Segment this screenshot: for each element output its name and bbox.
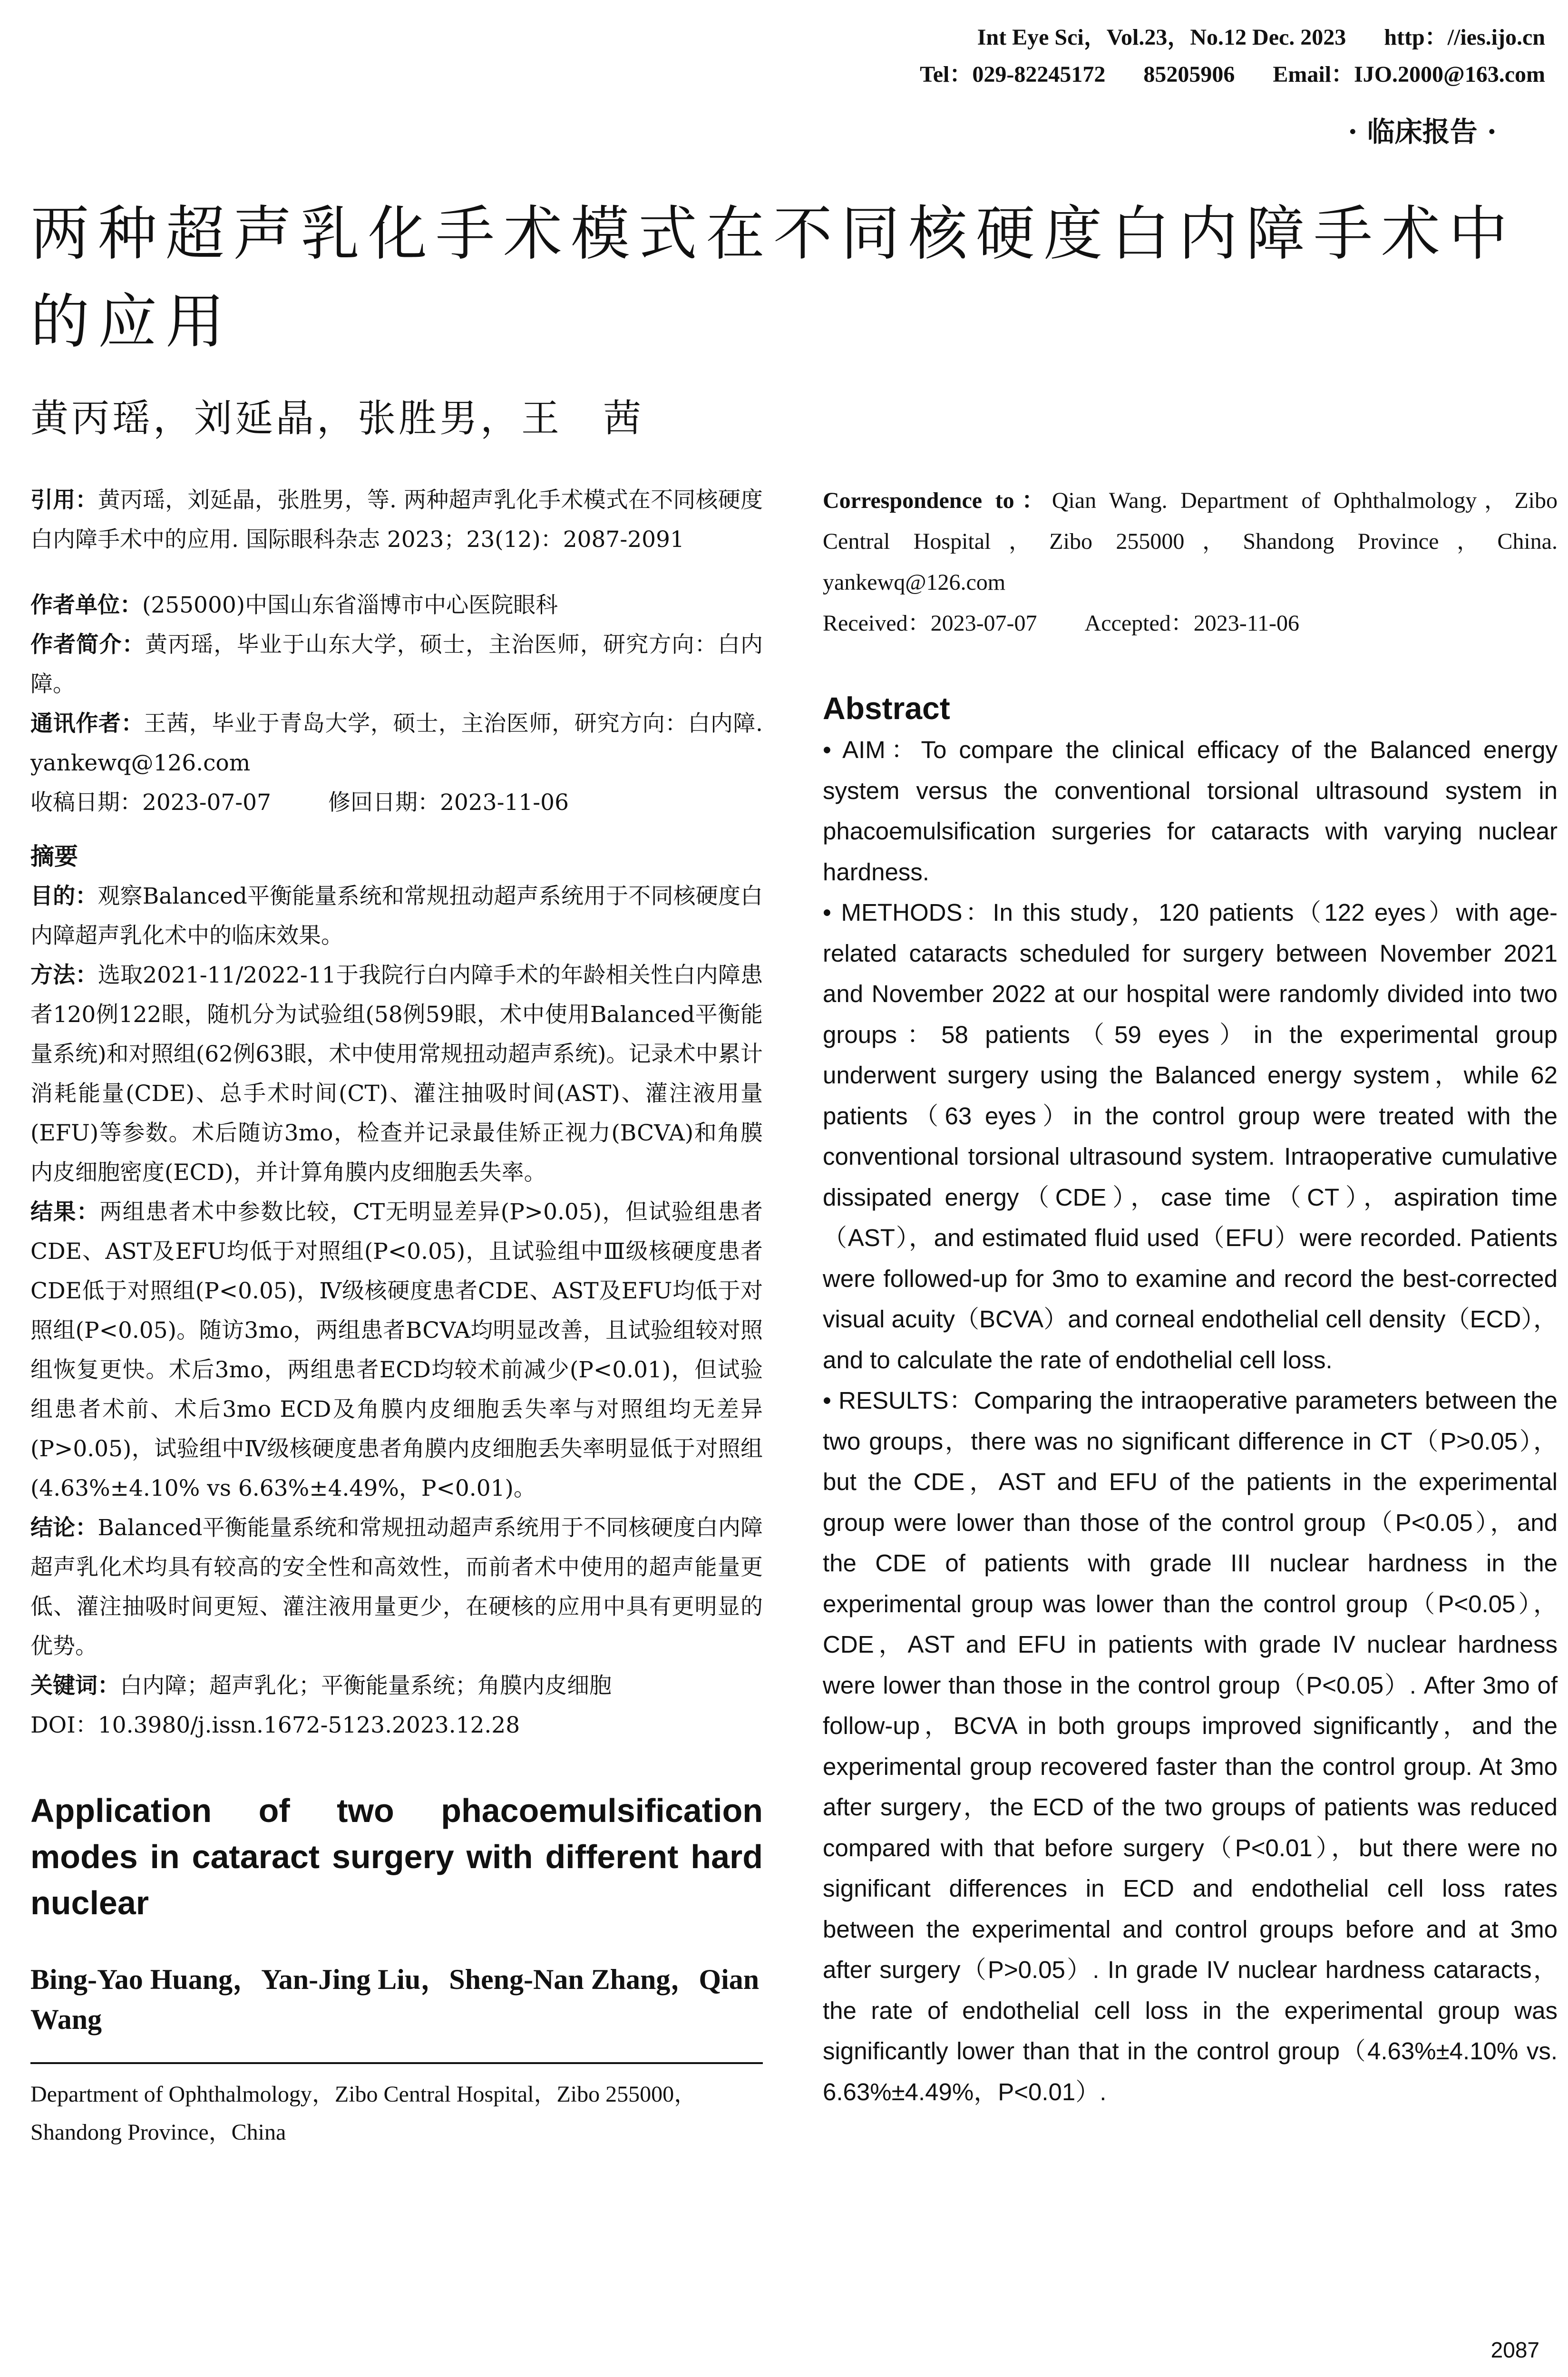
received-date-cn: 2023-07-07 <box>142 789 271 816</box>
revised-date-cn: 2023-11-06 <box>439 789 569 816</box>
author-unit-label: 作者单位： <box>30 592 142 618</box>
right-column <box>823 480 1558 2112</box>
abstract-methods-cn <box>30 955 763 1192</box>
abstract-results-cn <box>30 1192 763 1508</box>
citation-label: 引用： <box>30 487 98 513</box>
journal-header <box>803 19 1545 93</box>
author-unit <box>30 585 763 625</box>
abstract-heading-cn: 摘要 <box>30 843 78 870</box>
methods-label-cn: 方法： <box>30 962 98 988</box>
keywords-cn <box>30 1666 763 1705</box>
dates-cn <box>30 783 763 822</box>
keywords-text-cn: 白内障；超声乳化；平衡能量系统；角膜内皮细胞 <box>120 1673 612 1699</box>
results-label-cn: 结果： <box>30 1199 100 1225</box>
citation-text: 黄丙瑶，刘延晶，张胜男，等. 两种超声乳化手术模式在不同核硬度白内障手术中的应用. 国际眼科杂志 2023；23(12)：2087-2091 <box>30 487 763 553</box>
correspondence-en <box>823 480 1558 603</box>
aim-text-cn: 观察Balanced平衡能量系统和常规扭动超声系统用于不同核硬度白内障超声乳化术中的临床效果。 <box>30 883 763 949</box>
journal-citation: Int Eye Sci，Vol.23，No.12 Dec. 2023 <box>977 25 1346 50</box>
corresponding-author <box>30 704 763 783</box>
authors-cn: 黄丙瑶，刘延晶，张胜男，王 茜 <box>30 396 644 440</box>
divider-rule <box>30 2062 763 2064</box>
left-column <box>30 480 763 2152</box>
received-label-cn: 收稿日期： <box>30 789 142 816</box>
corresponding-author-text: 王茜，毕业于青岛大学，硕士，主治医师，研究方向：白内障. yankewq@126.com <box>30 711 763 776</box>
journal-email[interactable]: Email：IJO.2000@163.com <box>1273 62 1545 87</box>
accepted-en: Accepted：2023-11-06 <box>1084 611 1299 636</box>
abstract-conclusion-cn <box>30 1508 763 1666</box>
journal-fax: 85205906 <box>1143 62 1235 87</box>
methods-text-cn: 选取2021-11/2022-11于我院行白内障手术的年龄相关性白内障患者120例122眼，随机分为试验组(58例59眼，术中使用Balanced平衡能量系统)和对照组(62例63眼，术中使用常规扭动超声系统)。记录术中累计消耗能量(CDE)、总手术时间(CT)、灌注抽吸时间(AST)、灌注液用量(EFU)等参数。术后随访3mo，检查并记录最佳矫正视力(BCVA)和角膜内皮细胞密度(ECD)，并计算角膜内皮细胞丢失率。 <box>30 962 763 1186</box>
aim-label-cn: 目的： <box>30 883 98 909</box>
abstract-results-en: • RESULTS：Comparing the intraoperative parameters between the two groups，there was no significant difference in CT（P>0.05），but the CDE，AST and EFU of the patients in the experimental group were lower than those of the control group（P<0.05），and the CDE of patients with grade III nuclear hardness in the experimental group was lower than the control group（P<0.05），CDE，AST and EFU in patients with grade IV nuclear hardness were lower than those in the control group（P<0.05）. After 3mo of follow-up，BCVA in both groups improved significantly，and the experimental group recovered faster than the control group. At 3mo after surgery，the ECD of the two groups of patients was reduced compared with that before surgery（P<0.01），but there were no significant differences in ECD and endothelial cell loss rates between the experimental and control groups before and at 3mo after surgery（P>0.05）. In grade IV nuclear hardness cataracts，the rate of endothelial cell loss in the experimental group was significantly lower than that in the control group（4.63%±4.10% vs. 6.63%±4.49%，P<0.01）. <box>823 1387 1558 2105</box>
doi[interactable]: DOI：10.3980/j.issn.1672-5123.2023.12.28 <box>30 1712 520 1738</box>
journal-url[interactable]: http：//ies.ijo.cn <box>1384 25 1545 50</box>
author-unit-text: (255000)中国山东省淄博市中心医院眼科 <box>142 592 558 618</box>
department-en: Department of Ophthalmology，Zibo Central Hospital，Zibo 255000，Shandong Province，China <box>30 2082 697 2145</box>
abstract-aim-cn <box>30 877 763 955</box>
authors-en: Bing-Yao Huang，Yan-Jing Liu，Sheng-Nan Zhang，Qian Wang <box>30 1964 760 2035</box>
results-text-cn: 两组患者术中参数比较，CT无明显差异(P>0.05)，但试验组患者CDE、AST及EFU均低于对照组(P<0.05)，且试验组中Ⅲ级核硬度患者CDE低于对照组(P<0.05)，Ⅳ级核硬度患者CDE、AST及EFU均低于对照组(P<0.05)。随访3mo，两组患者BCVA均明显改善，且试验组较对照组恢复更快。术后3mo，两组患者ECD均较术前减少(P<0.01)，但试验组患者术前、术后3mo ECD及角膜内皮细胞丢失率与对照组均无差异(P>0.05)，试验组中Ⅳ级核硬度患者角膜内皮细胞丢失率明显低于对照组(4.63%±4.10% vs 6.63%±4.49%，P<0.01)。 <box>30 1199 763 1501</box>
page-number: 2087 <box>1490 2338 1539 2362</box>
citation-block <box>30 480 763 559</box>
author-intro-label: 作者简介： <box>30 632 145 658</box>
section-label: · 临床报告 · <box>1348 116 1497 148</box>
conclusion-text-cn: Balanced平衡能量系统和常规扭动超声系统用于不同核硬度白内障超声乳化术均具有较高的安全性和高效性，而前者术中使用的超声能量更低、灌注抽吸时间更短、灌注液用量更少，在硬核的应用中具有更明显的优势。 <box>30 1515 763 1659</box>
revised-label-cn: 修回日期： <box>328 789 440 816</box>
author-intro-text: 黄丙瑶，毕业于山东大学，硕士，主治医师，研究方向：白内障。 <box>30 632 763 697</box>
author-intro <box>30 625 763 704</box>
abstract-heading-en: Abstract <box>823 691 950 726</box>
article-title-cn: 两种超声乳化手术模式在不同核硬度白内障手术中的应用 <box>30 200 1517 356</box>
keywords-label-cn: 关键词： <box>30 1673 120 1699</box>
abstract-methods-en: • METHODS：In this study，120 patients（122 eyes）with age-related cataracts scheduled for surgery between November 2021 and November 2022 at our hospital were randomly divided into two groups：58 patients（59 eyes）in the experimental group underwent surgery using the Balanced energy system，while 62 patients（63 eyes）in the control group were treated with the conventional torsional ultrasound system. Intraoperative cumulative dissipated energy（CDE），case time（CT），aspiration time（AST），and estimated fluid used（EFU）were recorded. Patients were followed-up for 3mo to examine and record the best-corrected visual acuity（BCVA）and corneal endothelial cell density（ECD），and to calculate the rate of endothelial cell loss. <box>823 899 1558 1374</box>
received-en: Received：2023-07-07 <box>823 611 1037 636</box>
corresponding-author-label: 通讯作者： <box>30 711 144 737</box>
correspondence-text: Qian Wang. Department of Ophthalmology，Zibo Central Hospital，Zibo 255000，Shandong Province，China. yankewq@126.com <box>823 488 1558 595</box>
correspondence-label: Correspondence to： <box>823 488 1052 513</box>
dates-en <box>823 603 1558 644</box>
article-title-en: Application of two phacoemulsification modes in cataract surgery with different hard nuclear <box>30 1792 763 1921</box>
abstract-aim-en: • AIM：To compare the clinical efficacy of the Balanced energy system versus the conventional torsional ultrasound system in phacoemulsification surgeries for cataracts with varying nuclear hardness. <box>823 736 1558 886</box>
journal-tel: Tel：029-82245172 <box>920 62 1106 87</box>
conclusion-label-cn: 结论： <box>30 1515 98 1541</box>
